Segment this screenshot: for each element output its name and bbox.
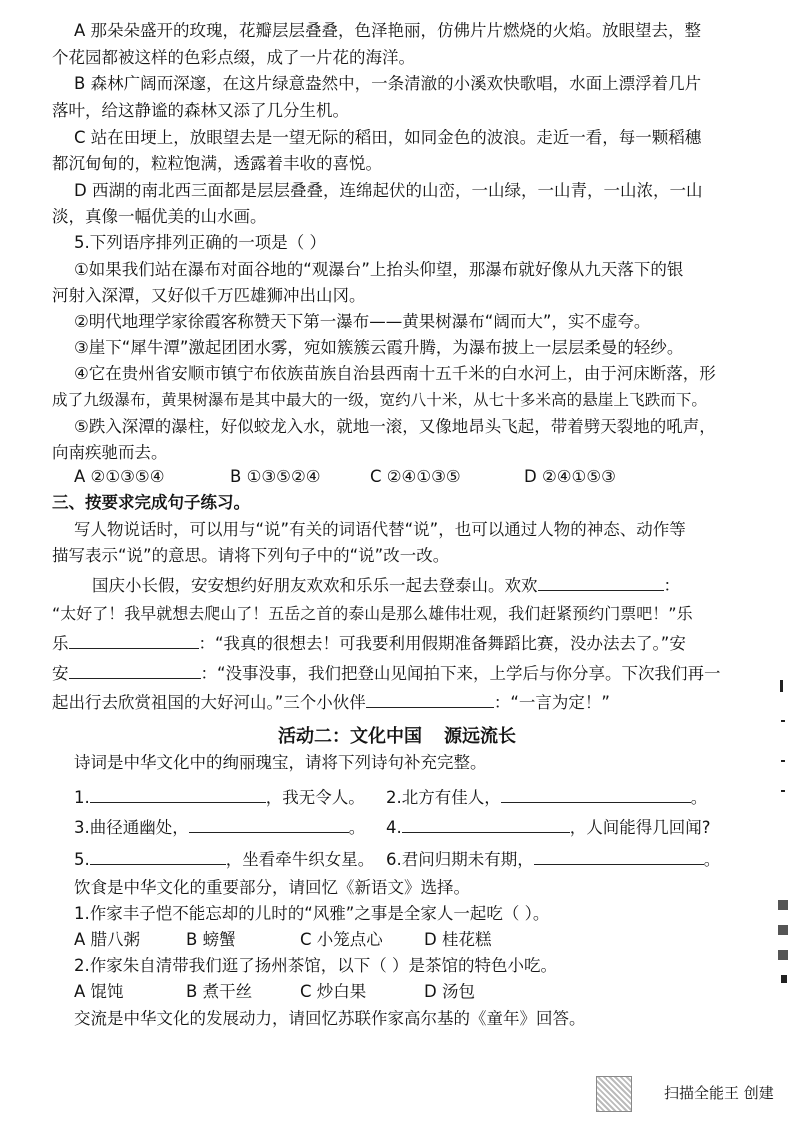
fq2-option-d[interactable]: D 汤包 [424, 982, 475, 1001]
food-question-1: 1.作家丰子恺不能忘却的儿时的“风雅”之事是全家人一起吃（ ）。 [74, 904, 550, 923]
poem-5 [74, 848, 374, 871]
sentence-2: ②明代地理学家徐霞客称赞天下第一瀑布——黄果树瀑布“阔而大”，实不虚夸。 [74, 312, 651, 331]
poem-5-num: 5. [74, 850, 90, 869]
section-3-instruction-2: 描写表示“说”的意思。请将下列句子中的“说”改一改。 [52, 546, 450, 565]
blank-anan[interactable] [69, 662, 201, 679]
story-line-1 [92, 574, 680, 597]
poetry-intro: 诗词是中华文化中的绚丽瑰宝，请将下列诗句补充完整。 [74, 753, 487, 772]
edge-artifact [780, 680, 783, 692]
story-line-2: “太好了！我早就想去爬山了！五岳之首的泰山是那么雄伟壮观，我们赶紧预约门票吧！”乐 [52, 604, 693, 623]
poem-4-blank[interactable] [402, 816, 570, 833]
blank-three-friends[interactable] [366, 691, 494, 708]
q5-option-c[interactable]: C ②④①③⑤ [370, 467, 461, 486]
story-text-5b: ：“一言为定！” [493, 693, 610, 712]
edge-artifact [781, 760, 785, 762]
option-b-line2: 落叶，给这静谧的森林又添了几分生机。 [52, 101, 349, 120]
story-line-4 [52, 662, 721, 685]
poem-4-text: ，人间能得几回闻? [569, 818, 711, 837]
edge-artifact [781, 790, 785, 792]
story-text-3a: 乐 [52, 634, 69, 653]
qr-code-icon [596, 1076, 632, 1112]
story-text-1b: ： [663, 576, 680, 595]
fq1-option-d[interactable]: D 桂花糕 [424, 930, 492, 949]
sentence-5-line2: 向南疾驰而去。 [52, 443, 168, 462]
section-3-instruction-1: 写人物说话时，可以用与“说”有关的词语代替“说”，也可以通过人物的神态、动作等 [74, 520, 686, 539]
activity-2-title [0, 722, 794, 748]
poem-1-text: ，我无令人。 [265, 788, 365, 807]
sentence-3: ③崖下“犀牛潭”激起团团水雾，宛如簇簇云霞升腾，为瀑布披上一层层柔曼的轻纱。 [74, 338, 684, 357]
q5-option-b[interactable]: B ①③⑤②④ [230, 467, 321, 486]
fq2-option-c[interactable]: C 炒白果 [300, 982, 367, 1001]
scanner-watermark: 扫描全能王 创建 [664, 1084, 774, 1102]
poem-1-blank[interactable] [90, 786, 266, 803]
story-text-4b: ：“没事没事，我们把登山见闻拍下来，上学后与你分享。下次我们再一 [200, 664, 721, 683]
option-b-line1: B 森林广阔而深邃，在这片绿意盎然中，一条清澈的小溪欢快歌唱，水面上漂浮着几片 [74, 74, 702, 93]
poem-3-end: 。 [348, 818, 366, 837]
section-3-heading: 三、按要求完成句子练习。 [52, 493, 250, 512]
fq1-option-c[interactable]: C 小笼点心 [300, 930, 383, 949]
activity-2-title-part1: 活动二：文化中国 [278, 726, 422, 747]
blank-lele[interactable] [69, 632, 199, 649]
poem-3 [74, 816, 365, 839]
q5-option-d[interactable]: D ②④①⑤③ [524, 467, 616, 486]
poem-2-end: 。 [690, 788, 708, 807]
sentence-1-line1: ①如果我们站在瀑布对面谷地的“观瀑台”上抬头仰望，那瀑布就好像从九天落下的银 [74, 260, 684, 279]
story-line-3 [52, 632, 686, 655]
sentence-4-line2: 成了九级瀑布，黄果树瀑布是其中最大的一级，宽约八十米，从七十多米高的悬崖上飞跌而下。 [52, 391, 707, 409]
food-intro: 饮食是中华文化的重要部分，请回忆《新语文》选择。 [74, 878, 470, 897]
blank-huanhuan[interactable] [538, 574, 664, 591]
poem-6-blank[interactable] [534, 848, 704, 865]
option-d-line2: 淡，真像一幅优美的山水画。 [52, 207, 267, 226]
edge-artifact [778, 925, 788, 935]
poem-4-num: 4. [386, 818, 402, 837]
poem-5-text: ，坐看牵牛织女星。 [225, 850, 375, 869]
fq2-option-a[interactable]: A 馄饨 [74, 982, 124, 1001]
story-text-3b: ：“我真的很想去！可我要利用假期准备舞蹈比赛，没办法去了。”安 [198, 634, 686, 653]
fq1-option-a[interactable]: A 腊八粥 [74, 930, 141, 949]
edge-artifact [781, 975, 787, 983]
question-5: 5.下列语序排列正确的一项是（ ） [74, 233, 326, 252]
poem-6-text: 6.君问归期未有期， [386, 850, 534, 869]
poem-6-end: 。 [703, 850, 721, 869]
exchange-intro: 交流是中华文化的发展动力，请回忆苏联作家高尔基的《童年》回答。 [74, 1009, 586, 1028]
fq2-option-b[interactable]: B 煮干丝 [186, 982, 253, 1001]
poem-2-blank[interactable] [501, 786, 691, 803]
edge-artifact [778, 900, 788, 910]
story-text-5a: 起出行去欣赏祖国的大好河山。”三个小伙伴 [52, 693, 366, 712]
option-a-line1: A 那朵朵盛开的玫瑰，花瓣层层叠叠，色泽艳丽，仿佛片片燃烧的火焰。放眼望去，整 [74, 21, 702, 40]
food-question-2: 2.作家朱自清带我们逛了扬州茶馆，以下（ ）是茶馆的特色小吃。 [74, 956, 557, 975]
edge-artifact [781, 720, 785, 722]
activity-2-title-part2: 源远流长 [444, 726, 516, 747]
story-text-1a: 国庆小长假，安安想约好朋友欢欢和乐乐一起去登泰山。欢欢 [92, 576, 538, 595]
sentence-1-line2: 河射入深潭，又好似千万匹雄狮冲出山冈。 [52, 286, 366, 305]
story-text-4a: 安 [52, 664, 69, 683]
poem-2-text: 2.北方有佳人， [386, 788, 501, 807]
poem-1 [74, 786, 365, 809]
poem-4 [386, 816, 711, 839]
poem-1-num: 1. [74, 788, 90, 807]
q5-option-a[interactable]: A ②①③⑤④ [74, 467, 165, 486]
poem-3-text: 3.曲径通幽处， [74, 818, 189, 837]
poem-2 [386, 786, 707, 809]
option-d-line1: D 西湖的南北西三面都是层层叠叠，连绵起伏的山峦，一山绿，一山青，一山浓，一山 [74, 181, 703, 200]
poem-3-blank[interactable] [189, 816, 349, 833]
option-c-line1: C 站在田埂上，放眼望去是一望无际的稻田，如同金色的波浪。走近一看，每一颗稻穗 [74, 128, 702, 147]
story-line-5 [52, 691, 610, 714]
sentence-5-line1: ⑤跌入深潭的瀑柱，好似蛟龙入水，就地一滚，又像地昂头飞起，带着劈天裂地的吼声， [74, 417, 716, 436]
fq1-option-b[interactable]: B 螃蟹 [186, 930, 236, 949]
option-a-line2: 个花园都被这样的色彩点缀，成了一片花的海洋。 [52, 48, 415, 67]
edge-artifact [778, 950, 788, 960]
poem-5-blank[interactable] [90, 848, 226, 865]
poem-6 [386, 848, 720, 871]
option-c-line2: 都沉甸甸的，粒粒饱满，透露着丰收的喜悦。 [52, 154, 382, 173]
sentence-4-line1: ④它在贵州省安顺市镇宁布依族苗族自治县西南十五千米的白水河上，由于河床断落，形 [74, 364, 716, 383]
cs-logo-icon [631, 1078, 661, 1108]
